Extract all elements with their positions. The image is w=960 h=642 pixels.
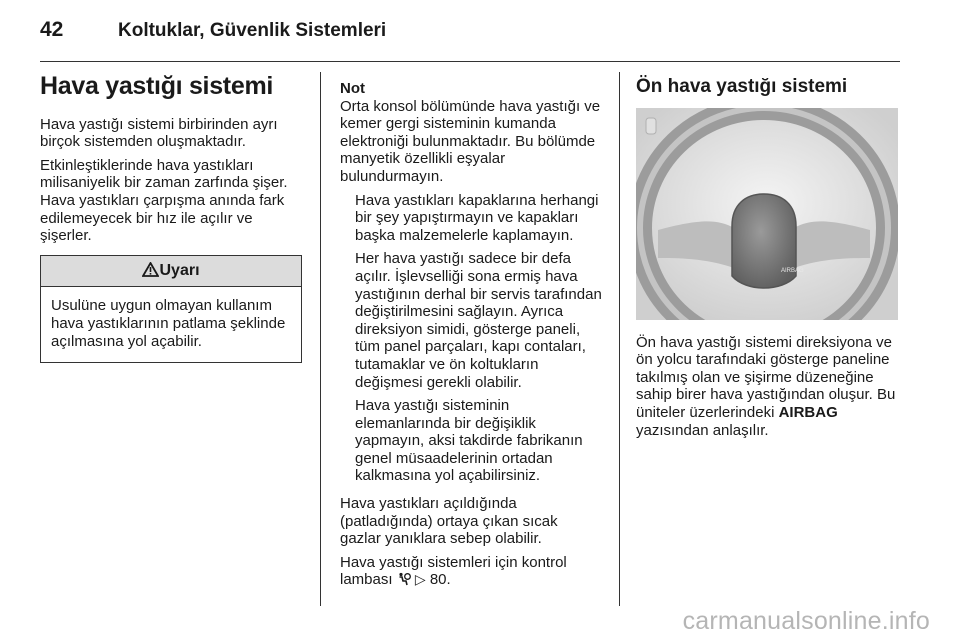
column-2: [340, 72, 602, 595]
note-paragraph: Orta konsol bölümünde hava yastığı ve kemer gergi sisteminin kumanda elektroniği bulunmaktadır. Bu bölümde manyetik özellikli eşyalar bulundurmayın.: [340, 97, 601, 185]
paragraph: Etkinleştiklerinde hava yastıkları milisaniyelik bir zaman zarfında şişer. Hava yastıkları çarpışma anında fark edilemeyecek bir hız ile açılır ve şişerler.: [40, 156, 288, 245]
warning-header: [41, 256, 301, 288]
column-divider: [619, 72, 620, 606]
page-number: 42: [40, 18, 64, 41]
note-paragraph: Hava yastıkları kapaklarına herhangi bir şey yapıştırmayın ve kapakları başka malzemelerle kaplamayın.: [355, 191, 599, 244]
section-title: Ön hava yastığı sistemi: [636, 76, 848, 97]
note-title: Not: [340, 80, 365, 97]
paragraph: [636, 334, 898, 440]
airbag-indicator-icon: [397, 572, 411, 586]
page-reference-icon: ▷: [414, 571, 426, 588]
note-paragraph: Hava yastığı sisteminin elemanlarında bir değişiklik yapmayın, aksi takdirde fabrikanın genel müsaadelerinin ortadan kalkmasına yol açabilirsiniz.: [355, 397, 583, 485]
warning-triangle-icon: [142, 262, 159, 277]
paragraph-text: Hava yastığı sistemleri için kontrol lambası: [340, 553, 567, 589]
page-header: [40, 18, 386, 50]
note-paragraph: Her hava yastığı sadece bir defa açılır. İşlevselliği sona ermiş hava yastığının derhal bir servis tarafından değiştirilmesini sağlayın. Ayrıca direksiyon simidi, gösterge paneli, tüm panel parçaları, kapı contaları, tutamaklar ve ön koltukların değişmesi gerekli olabilir.: [355, 250, 602, 391]
warning-text: Usulüne uygun olmayan kullanım hava yastıklarının patlama şeklinde açılmasına yol açabilir.: [51, 297, 286, 350]
paragraph: Hava yastıkları açıldığında (patladığında) ortaya çıkan sıcak gazlar yanıklara sebep olabilir.: [340, 495, 558, 548]
page-reference[interactable]: 80.: [429, 571, 451, 589]
steering-wheel-image: [636, 108, 898, 320]
column-divider: [320, 72, 321, 606]
column-1: [40, 72, 302, 363]
paragraph-text: Ön hava yastığı sistemi direksiyona ve ön yolcu tarafındaki gösterge paneline takılmış olan ve şişirme düzeneğine sahip birer hava yastığından oluşur. Bu üniteler üzerlerindeki: [636, 333, 896, 421]
paragraph: Hava yastığı sistemi birbirinden ayrı birçok sistemden oluşmaktadır.: [40, 115, 278, 151]
paragraph: [340, 554, 602, 589]
airbag-label: AIRBAG: [778, 403, 838, 421]
header-rule: [40, 61, 900, 62]
paragraph-text: yazısından anlaşılır.: [636, 421, 769, 439]
warning-title: Uyarı: [159, 261, 200, 279]
column-3: [636, 72, 898, 445]
warning-box: [40, 255, 302, 363]
chapter-title: Koltuklar, Güvenlik Sistemleri: [118, 20, 387, 41]
wheel-airbag-label: AIRBAG: [781, 267, 804, 274]
section-title: Hava yastığı sistemi: [40, 72, 274, 100]
watermark: carmanualsonline.info: [682, 607, 930, 635]
